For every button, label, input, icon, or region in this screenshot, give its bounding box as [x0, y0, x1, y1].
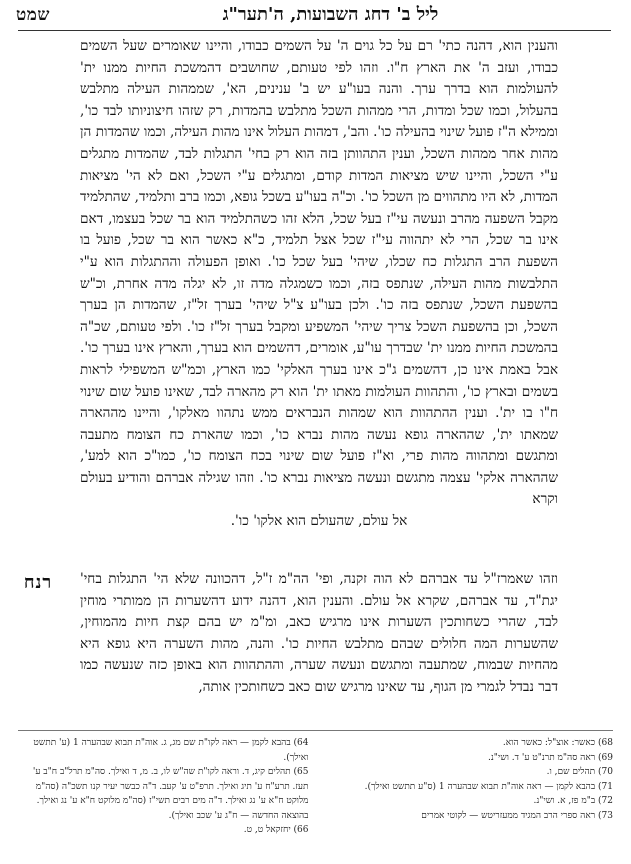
main-text-block-2 [80, 569, 558, 699]
margin-section-mark: רנח [23, 572, 53, 593]
footnote: 68) כאשר: אוצ"ל: כאשר הוא. [502, 738, 613, 748]
footnote: 64) בהבא לקמן — ראה לקו"ת שם מג, ג. אוה"ת תבוא שבהערה 1 (ע' תתשט ואילך). [33, 738, 309, 763]
footnotes-area [18, 736, 613, 864]
paragraph-1: והענין הוא, דהנה כתי' רם על כל גוים ה' על השמים כבודו, והיינו שאומרים שעל השמים כבודו, ועזב ה' את הארץ ח"ו. וזהו לפי טעותם, שחושבים דהמשכת החיות ממנו ית' להעולמות הוא בדרך ערך. והנה בעו"ע יש ב' ענינים, הא', שממהות העילה מתלבש בהעלול, וכמו שכל ומדות, הרי ממהות השכל מתלבש בהמדות, רק שזהו חיצוניותו לבד כו', וממילא ה"ז פועל שינוי בהעילה כו'. והב', דמהות העלול אינו מהות העילה, וכמו שהמדות הן מהות אחר ממהות השכל, וענין התהוותן בזה הוא רק בחי' התגלות לבד, שהמדות מתגלים ע"י השכל, והיינו שיש מציאות המדות קודם, ומתגלים ע"י השכל, ואם לא הי' מציאות המדות, לא היו מתהווים מן השכל כו'. וכ"ה בעו"ע בשכל גופא, וכמו ברב ותלמיד, שהתלמיד מקבל השפעה מהרב ונעשה עי"ז בעל שכל, הלא זהו כשהתלמיד הוא בר שכל בעצמו, דאם אינו בר שכל, הרי לא יתהווה עי"ז שכל אצל תלמיד, כ"א כאשר הוא בר שכל, פועל בו השפעת הרב התגלות כח שכלו, שיהי' בעל שכל כו'. ואופן הפעולה וההתגלות הוא ע"י התלבשות מהות העילה, שנתפס בזה, וכמו כשמגלה מדה זו, לא יגלה מדה אחרת, וכ"ש בהשפעת השכל, שנתפס בזה כו'. ולכן בעו"ע צ"ל שיהי' בערך זל"ז, שהמדות הן בערך השכל, וכן בהשפעת השכל צריך שיהי' המשפיע ומקבל בערך זל"ז כו'. ולפי טעותם, שכ"ה בהמשכת החיות ממנו ית' שבדרך עו"ע, אומרים, דהשמים הוא בערך, והארץ אינו בערך כו'. אבל באמת אינו כן, דהשמים ג"כ אינו בערך האלקי' כמו הארץ, וכמ"ש המשפילי לראות בשמים ובארץ כו', והתהוות העולמות מאתו ית' הוא רק מהארה לבד, שאינו פועל שום שינוי ח"ו בו ית'. וענין ההתהוות הוא שמהות הנבראים ממש נתהוו מאלקו', והיינו מההארה שמאתו ית', שההארה גופא נעשה מהות נברא כו', וכמו שהארת כח הצומח מתעבה ומתגשם ומתהווה מהות פרי, וא"ז פועל שום שינוי בכח הצומח כו', כמו"כ הוא למע', שההארה אלקי' עצמה מתגשם ונעשה מציאות נברא כו'. וזהו שגילה אברהם והודיע בעולם וקרא [80, 38, 558, 508]
footnotes-left-column [323, 736, 614, 864]
footnote-divider [18, 730, 613, 731]
running-header-title: ליל ב' דחג השבועות, ה'תער"ג [222, 4, 439, 25]
paragraph-1-closing-line: אל עולם, שהעולם הוא אלקו' כו'. [230, 513, 408, 530]
footnote: 69) ראה סה"מ תרנ"ט ע' ד. ושי"נ. [487, 752, 613, 763]
main-text-block-1 [80, 36, 558, 533]
page-number: שמט [16, 5, 50, 25]
footnote: 72) ב"מ פז, א. ושי"נ. [533, 796, 613, 806]
header-divider [18, 30, 611, 31]
footnote: 73) ראה ספרי הרב המגיד ממעזריטש — לקוטי אמרים [421, 810, 613, 821]
footnote: 71) בהבא לקמן — ראה אוה"ת תבוא שבהערה 1 (ס"ע תתשט ואילך). [364, 781, 613, 792]
footnote: 66) יחזקאל ט, ט. [243, 825, 309, 835]
footnote: 70) תהלים שם, ו. [546, 767, 613, 777]
footnote: 65) תהלים קיג, ד. וראה לקו"ת שה"ש לו, ב. מ, ד ואילך. סה"מ תרל"ב ח"ב ע' תעז. תרע"ח ע' תיג ואילך. תרפ"ט ע' קעב. ד"ה כבשר יעיר קנו תשכ"ה (סה"מ מלוקט ח"א ע' נג ואילך. ד"ה מים רבים תשי"ז (סה"מ מלוקט ח"א ע' נג ואילך. בהוצאה החדשה — ח"ג ע' שכב ואילך). [32, 767, 309, 821]
running-header [16, 4, 611, 30]
footnotes-right-column [18, 736, 309, 864]
paragraph-2: וזהו שאמרז"ל עד אברהם לא הוה זקנה, ופי' הה"מ ז"ל, דהכוונה שלא הי' התגלות בחי' יגת"ד, עד אברהם, שקרא אל עולם. והענין הוא, דהנה ידוע דהשערות הן ממותרי מוחין לבד, שהרי כשחותכין השערות אינו מרגיש כאב, ומ"מ יש בהם קצת חיות מהמוחין, שהשערות המה חלולים שבהם מתלבש החיות כו'. והנה, מהות השערה היא גופא היא מהחיות שבמוח, שמתעבה ומתגשם ונעשה שערה, וההתהוות הוא באופן כזה שנעשה כמו דבר נבדל לגמרי מן הגוף, עד שאינו מרגיש שום כאב כשחותכין אותה, [80, 571, 558, 695]
